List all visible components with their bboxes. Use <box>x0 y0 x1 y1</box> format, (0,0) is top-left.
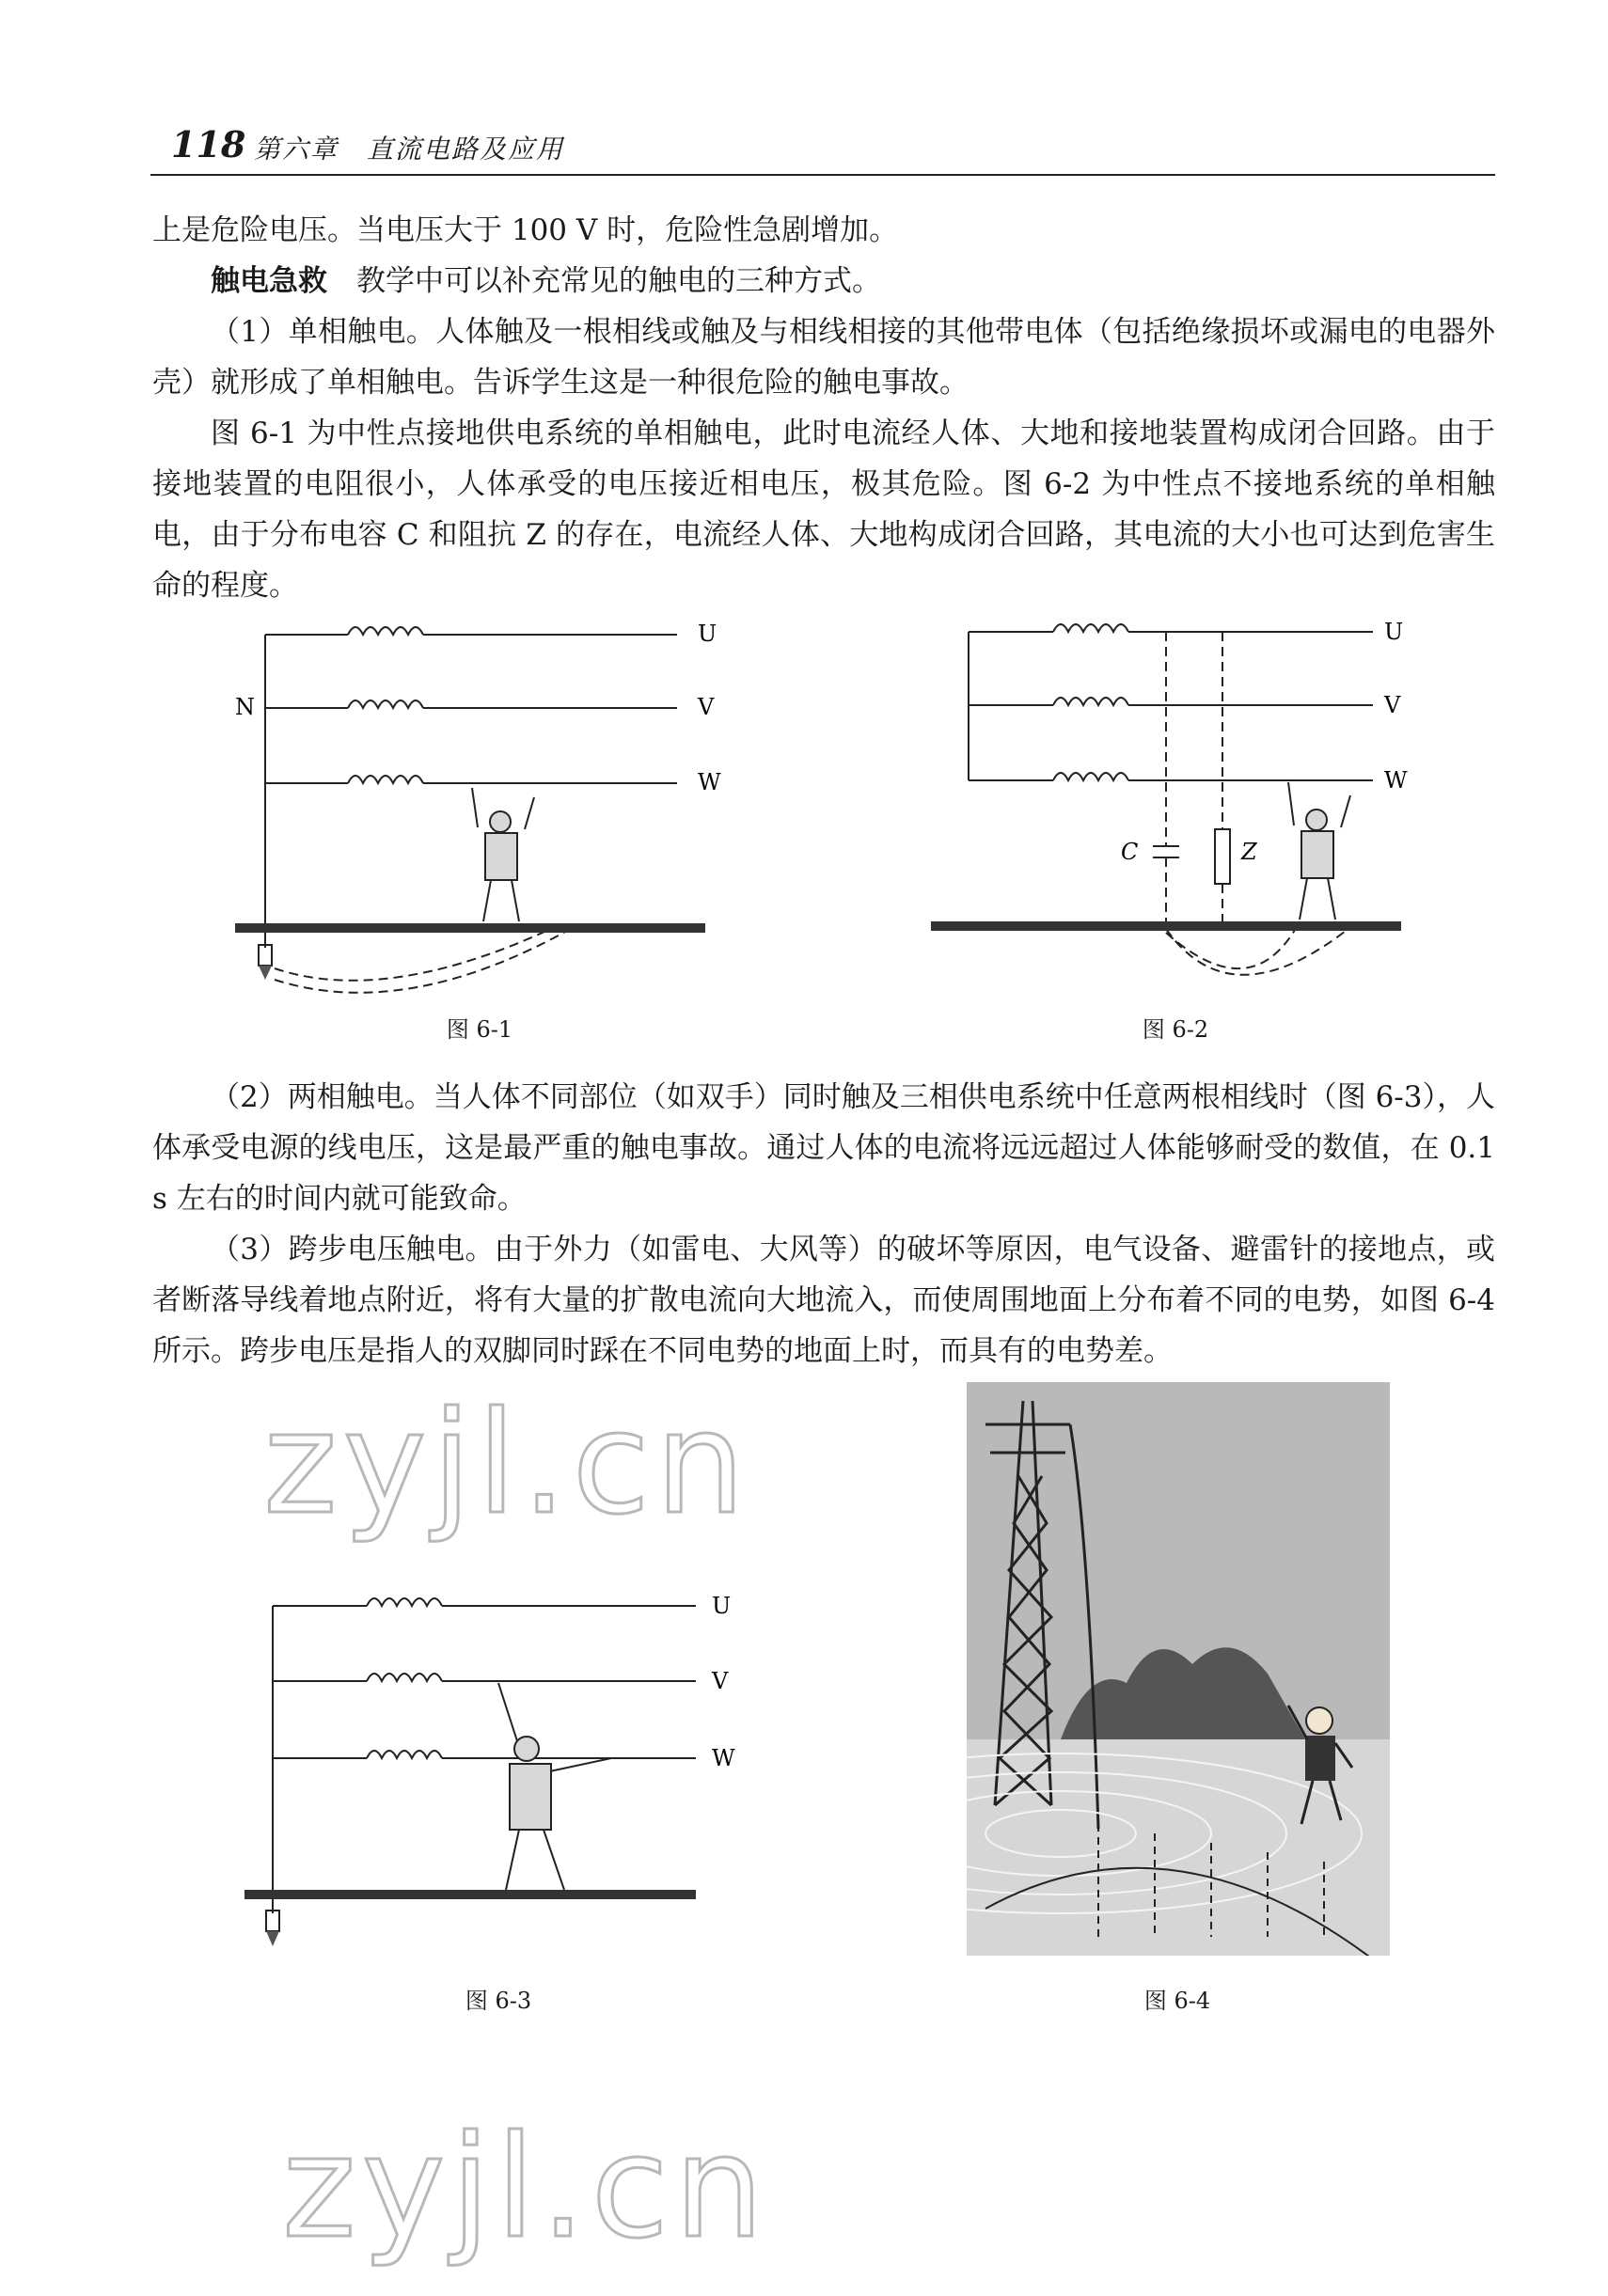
label-n: N <box>235 694 255 720</box>
page-header <box>150 118 1495 176</box>
person-figure <box>472 788 534 921</box>
watermark-top: zyjl.cn <box>263 1382 751 1546</box>
label-w: W <box>1384 767 1408 794</box>
ground-electrode <box>266 1911 279 1931</box>
paragraph-2-body: 教学中可以补充常见的触电的三种方式。 <box>327 264 881 298</box>
page-number: 118 <box>171 123 246 165</box>
paragraph-2 <box>152 256 1495 307</box>
person-figure <box>498 1683 611 1890</box>
watermark-bottom: zyjl.cn <box>282 2106 770 2270</box>
label-u: U <box>1384 619 1404 645</box>
caption-6-3: 图 6-3 <box>465 1988 532 2014</box>
caption-6-1: 图 6-1 <box>446 1016 513 1043</box>
figure-6-4 <box>967 1382 1390 1956</box>
chapter-title: 第六章 直流电路及应用 <box>254 134 565 165</box>
label-v: V <box>698 694 715 720</box>
label-u: U <box>698 621 717 647</box>
label-v: V <box>1384 692 1401 718</box>
paragraph-5: （2）两相触电。当人体不同部位（如双手）同时触及三相供电系统中任意两根相线时（图 6-3），人体承受电源的线电压，这是最严重的触电事故。通过人体的电流将远远超过人体能够耐受的数值，在 0.1 s 左右的时间内就可能致命。 <box>152 1080 1495 1216</box>
paragraph-4: 图 6-1 为中性点接地供电系统的单相触电，此时电流经人体、大地和接地装置构成闭合回路。由于接地装置的电阻很小，人体承受的电压接近相电压，极其危险。图 6-2 为中性点不接地系统的单相触电，由于分布电容 C 和阻抗 Z 的存在，电流经人体、大地构成闭合回路，其电流的大小也可达到危害生命的程度。 <box>152 417 1495 603</box>
label-z: Z <box>1241 839 1257 865</box>
section-heading: 触电急救 <box>211 264 327 298</box>
figure-6-1 <box>226 611 752 1006</box>
label-c: C <box>1121 839 1139 865</box>
paragraph-6: （3）跨步电压触电。由于外力（如雷电、大风等）的破坏等原因，电气设备、避雷针的接地点，或者断落导线着地点附近，将有大量的扩散电流向大地流入，而使周围地面上分布着不同的电势，如图 6-4 所示。跨步电压是指人的双脚同时踩在不同电势的地面上时，而具有的电势差。 <box>152 1233 1495 1368</box>
label-w: W <box>712 1745 735 1771</box>
label-w: W <box>698 769 721 795</box>
impedance-z <box>1215 829 1230 884</box>
text-block-middle <box>152 1072 1495 1376</box>
label-v: V <box>712 1668 729 1694</box>
caption-6-2: 图 6-2 <box>1142 1016 1209 1043</box>
figure-6-2 <box>931 611 1420 1006</box>
paragraph-3: （1）单相触电。人体触及一根相线或触及与相线相接的其他带电体（包括绝缘损坏或漏电的电器外壳）就形成了单相触电。告诉学生这是一种很危险的触电事故。 <box>152 315 1495 400</box>
caption-6-4: 图 6-4 <box>1143 1988 1211 2014</box>
label-u: U <box>712 1593 732 1619</box>
figure-6-3 <box>244 1580 752 1956</box>
person-figure <box>1288 782 1350 920</box>
paragraph-1: 上是危险电压。当电压大于 100 V 时，危险性急剧增加。 <box>152 213 899 247</box>
ground-electrode <box>259 945 272 966</box>
text-block-top <box>152 205 1495 611</box>
